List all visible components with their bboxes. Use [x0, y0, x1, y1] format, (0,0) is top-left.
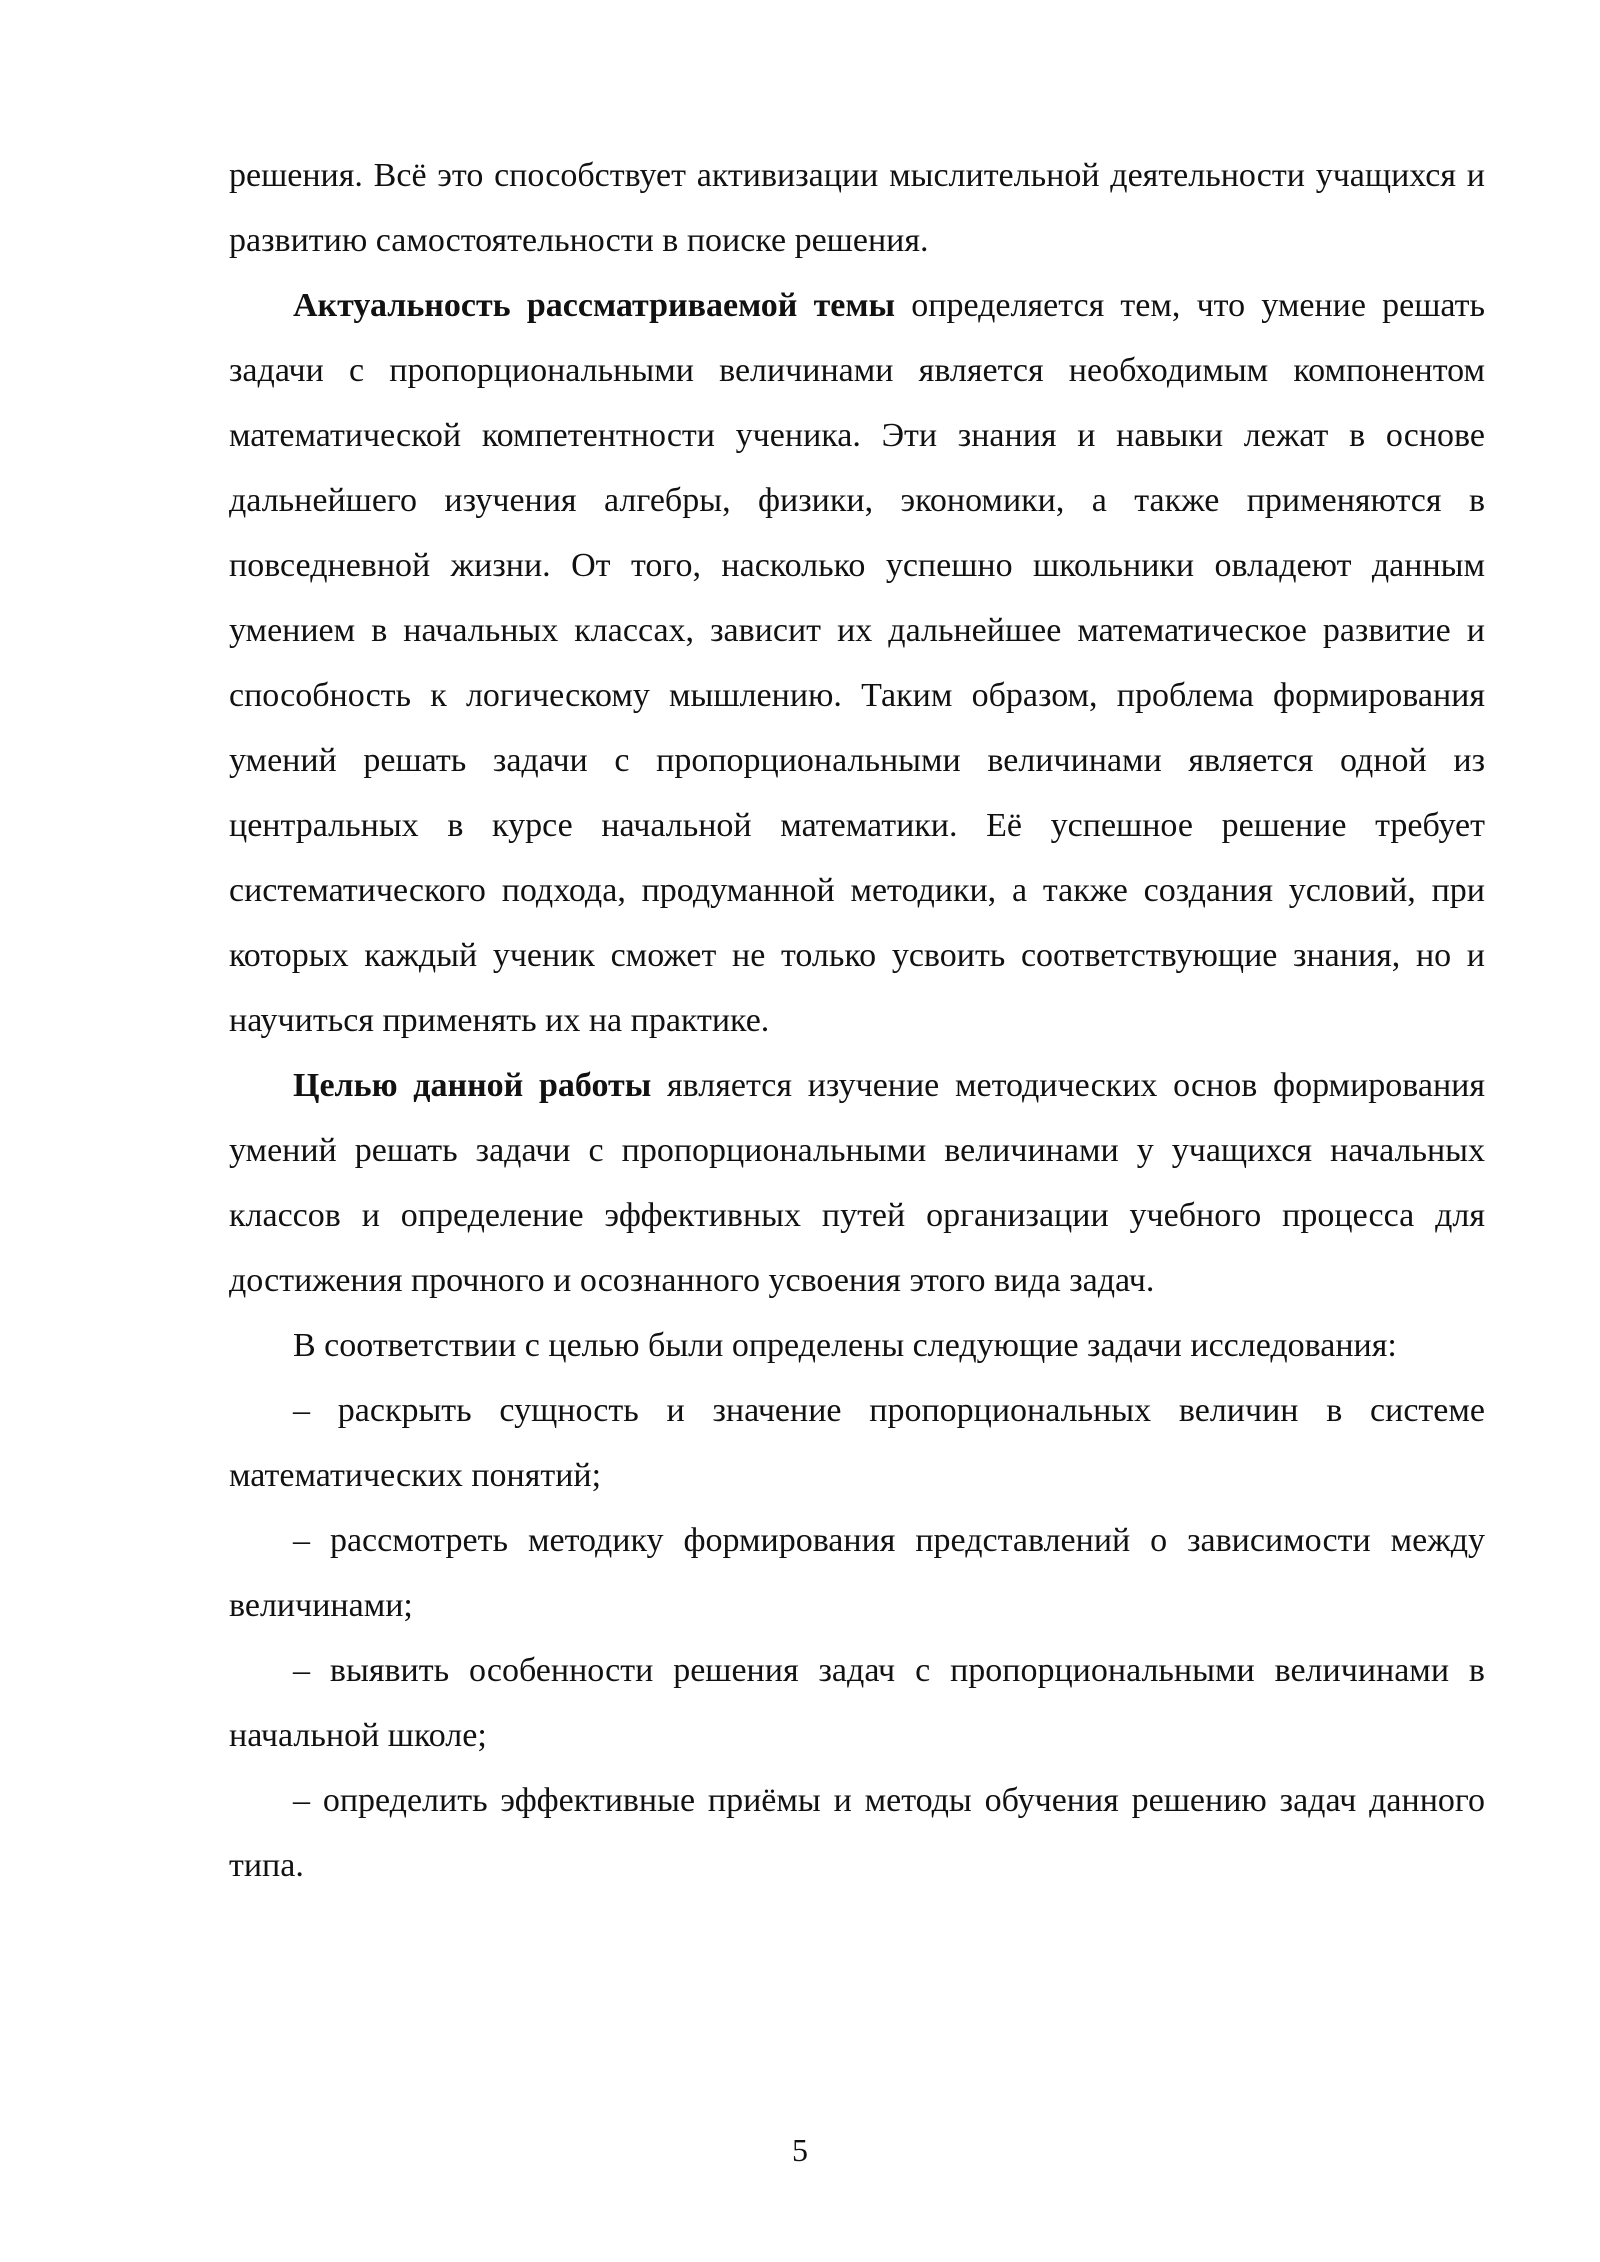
paragraph-relevance [229, 273, 1485, 1053]
relevance-text: определяется тем, что умение решать задачи с пропорциональными величинами является необходимым компонентом математической компетентности ученика. Эти знания и навыки лежат в основе дальнейшего изучения алгебры, физики, экономики, а также применяются в повседневной жизни. От того, насколько успешно школьники овладеют данным умением в начальных классах, зависит их дальнейшее математическое развитие и способность к логическому мышлению. Таким образом, проблема формирования умений решать задачи с пропорциональными величинами является одной из центральных в курсе начальной математики. Её успешное решение требует систематического подхода, продуманной методики, а также создания условий, при которых каждый ученик сможет не только усвоить соответствующие знания, но и научиться применять их на практике. [229, 287, 1485, 1039]
paragraph-tasks-intro: В соответствии с целью были определены следующие задачи исследования: [293, 1327, 1397, 1364]
task-item: – рассмотреть методику формирования представлений о зависимости между величинами; [229, 1522, 1485, 1624]
task-item: – определить эффективные приёмы и методы обучения решению задач данного типа. [229, 1782, 1485, 1884]
task-item: – раскрыть сущность и значение пропорциональных величин в системе математических понятий; [229, 1392, 1485, 1494]
goal-text: является изучение методических основ формирования умений решать задачи с пропорциональными величинами у учащихся начальных классов и определение эффективных путей организации учебного процесса для достижения прочного и осознанного усвоения этого вида задач. [229, 1067, 1485, 1299]
page-number: 5 [792, 2132, 808, 2168]
body-text [229, 143, 1485, 1898]
paragraph-continuation: решения. Всё это способствует активизации мыслительной деятельности учащихся и развитию самостоятельности в поиске решения. [229, 157, 1485, 259]
goal-heading: Целью данной работы [293, 1067, 652, 1104]
task-item: – выявить особенности решения задач с пропорциональными величинами в начальной школе; [229, 1652, 1485, 1754]
relevance-heading: Актуальность рассматриваемой темы [293, 287, 896, 324]
paragraph-goal [229, 1053, 1485, 1313]
